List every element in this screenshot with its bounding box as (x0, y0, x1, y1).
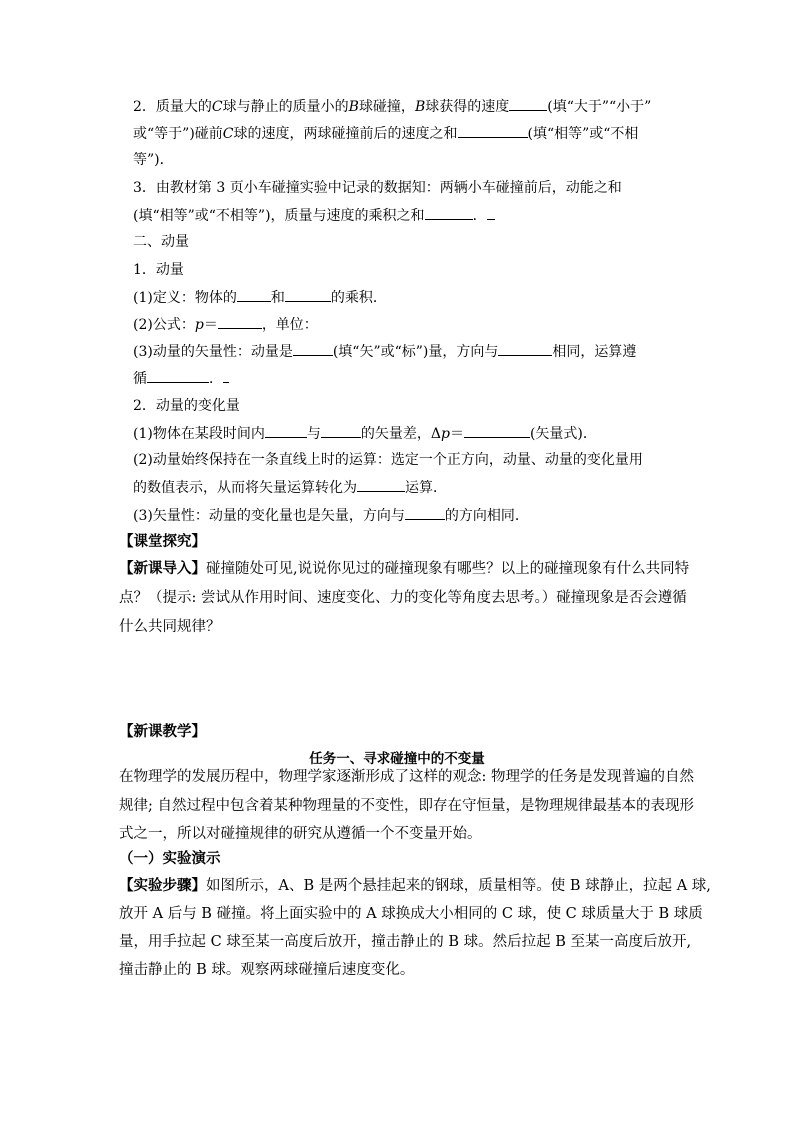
text: 的矢量差，Δ (360, 426, 441, 442)
text: 的数值表示，从而将矢量运算转化为 (133, 480, 357, 496)
answer-blank[interactable] (218, 314, 262, 329)
step-line-3: 量，用手拉起 C 球至某一高度后放开，撞击静止的 B 球。然后拉起 B 至某一高度后放开, (119, 934, 692, 950)
text: 和 (270, 290, 285, 306)
text: (2)公式： (133, 317, 195, 333)
answer-blank[interactable] (147, 368, 209, 383)
text: 如图所示，A、B 是两个悬挂起来的钢球，质量相等。使 B 球静止，拉起 A 球, (206, 878, 711, 894)
answer-blank[interactable] (285, 287, 331, 302)
q3-text: ． (472, 208, 487, 224)
q3-line1: 3．由教材第 3 页小车碰撞实验中记录的数据知：两辆小车碰撞前后，动能之和 (133, 180, 622, 196)
formula-line (133, 314, 318, 335)
teach-heading: 【新课教学】 (119, 723, 206, 740)
q3-text: (填“相等”或“不相等”)，质量与速度的乘积之和 (133, 208, 425, 224)
q2-line1 (133, 96, 651, 117)
text: (矢量式)． (529, 426, 597, 442)
para-line: 式之一，所以对碰撞规律的研究从遵循一个不变量开始。 (119, 826, 482, 842)
q2-text: 或“等于”)碰前 (133, 126, 223, 142)
answer-blank[interactable] (464, 423, 530, 438)
q2-var-b: B (414, 99, 426, 115)
q2-text: (填“大于”“小于” (547, 99, 652, 115)
q2-text: 球获得的速度 (425, 99, 510, 115)
explore-heading: 【课堂探究】 (119, 533, 206, 550)
answer-blank[interactable] (321, 423, 361, 438)
intro-line-3: 什么共同规律？ (119, 619, 221, 635)
answer-blank[interactable] (265, 423, 307, 438)
text: ，单位： (261, 317, 318, 333)
text: (3)矢量性：动量的变化量也是矢量，方向与 (133, 508, 405, 524)
q2-var-b: B (348, 99, 359, 115)
q2-line2 (133, 123, 638, 144)
vector-line-2 (133, 368, 229, 389)
text: 的方向相同． (444, 508, 529, 524)
q3-line2 (133, 205, 495, 226)
subheading: 1．动量 (133, 262, 184, 278)
step-line-1 (119, 876, 711, 896)
q2-var-c: C (211, 99, 223, 115)
section-heading: 二、动量 (133, 234, 189, 250)
answer-blank[interactable] (458, 123, 528, 138)
q2-text: 球的速度，两球碰撞前后的速度之和 (233, 126, 458, 142)
change-line-2: (2)动量始终保持在一条直线上时的运算：选定一个正方向，动量、动量的变化量用 (133, 452, 643, 468)
q2-text: (填“相等”或“不相 (527, 126, 639, 142)
q2-line3: 等”)． (133, 152, 174, 168)
change-line-3 (133, 505, 529, 526)
answer-blank[interactable] (509, 96, 547, 111)
text: (1)物体在某段时间内 (133, 426, 265, 442)
answer-blank-tail (223, 368, 229, 383)
answer-blank[interactable] (405, 505, 445, 520)
text: (3)动量的矢量性：动量是 (133, 344, 293, 360)
text: 相同，运算遵 (552, 344, 637, 360)
step-line-2: 放开 A 后与 B 碰撞。将上面实验中的 A 球换成大小相同的 C 球，使 C 球质量大于 B 球质 (119, 906, 703, 922)
intro-line-1 (119, 559, 689, 579)
demo-heading: （一）实验演示 (119, 850, 221, 867)
para-line: 规律; 自然过程中包含着某种物理量的不变性，即存在守恒量，是物理规律最基本的表现形 (119, 798, 694, 814)
text: 运算． (405, 480, 447, 496)
answer-blank[interactable] (293, 341, 333, 356)
answer-blank-tail (487, 205, 495, 220)
text: ＝ (203, 317, 218, 333)
answer-blank[interactable] (357, 477, 405, 492)
definition-line (133, 287, 387, 308)
step-line-4: 撞击静止的 B 球。观察两球碰撞后速度变化。 (119, 962, 415, 978)
text: (填“矢”或“标”)量，方向与 (332, 344, 499, 360)
var-p: p (440, 426, 450, 442)
intro-line-2: 点？（提示: 尝试从作用时间、速度变化、力的变化等角度去思考。）碰撞现象是否会遵循 (119, 590, 687, 606)
step-tag: 【实验步骤】 (119, 877, 206, 894)
intro-tag: 【新课导入】 (119, 560, 206, 577)
q2-text: 球与静止的质量小的 (222, 99, 349, 115)
subheading: 2．动量的变化量 (133, 398, 240, 414)
q2-var-c: C (222, 126, 234, 142)
q2-text: 2．质量大的 (133, 99, 212, 115)
var-p: p (194, 317, 204, 333)
text: 碰撞随处可见,说说你见过的碰撞现象有哪些？以上的碰撞现象有什么共同特 (206, 561, 690, 577)
text: 的乘积． (330, 290, 387, 306)
task-title: 任务一、寻求碰撞中的不变量 (309, 751, 485, 767)
change-line-2b (133, 477, 447, 498)
text: ＝ (449, 426, 464, 442)
answer-blank[interactable] (498, 341, 552, 356)
answer-blank[interactable] (425, 205, 473, 220)
answer-blank[interactable] (237, 287, 271, 302)
para-line: 在物理学的发展历程中，物理学家逐渐形成了这样的观念: 物理学的任务是发现普遍的自然 (119, 769, 694, 785)
change-line-1 (133, 423, 597, 444)
q2-text: 球碰撞， (358, 99, 415, 115)
text: (1)定义：物体的 (133, 290, 237, 306)
text: 与 (306, 426, 321, 442)
text: 循 (133, 371, 147, 387)
vector-line (133, 341, 636, 362)
text: ． (209, 371, 223, 387)
